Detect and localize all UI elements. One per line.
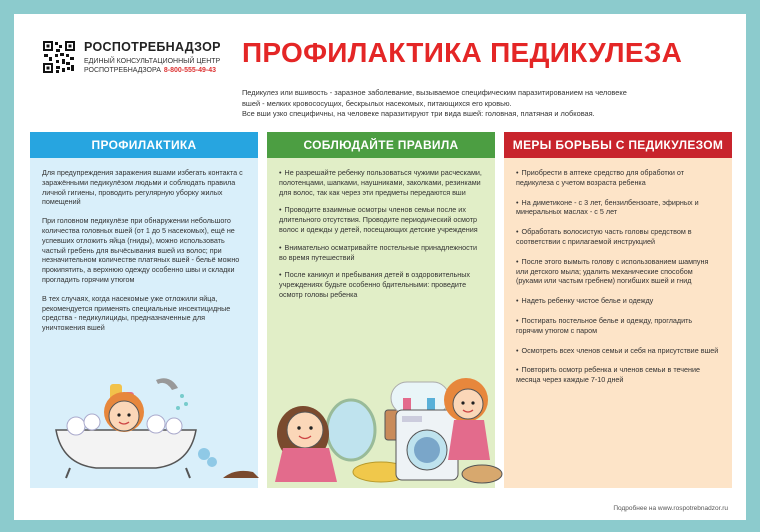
- bullet-icon: •: [279, 205, 282, 215]
- list-item-text: Повторить осмотр ребенка и членов семьи в течение месяца через каждые 7-10 дней: [516, 365, 701, 385]
- list-item-text: Обработать волосистую часть головы средством в соответствии с прилагаемой инструкцией: [516, 227, 692, 246]
- column-paragraph: При головном педикулёзе при обнаружении небольшого количества головных вшей (от 1 до 5 насекомых), ещё не успевших отложить яйца (гниды), можно использовать частый гребень для вычёсывания вшей из волос; при незначительном количестве платяных вшей - бельё можно прокипятить, а верхнюю одежду особенно швы и складки прогладить горячим утюгом: [42, 216, 240, 284]
- poster-sheet: [14, 14, 746, 520]
- list-item: [516, 168, 720, 188]
- bullet-icon: •: [516, 256, 519, 266]
- bullet-icon: •: [516, 296, 519, 306]
- list-item-text: Не разрешайте ребенку пользоваться чужими расческами, полотенцами, шапками, наушниками, заколками, резинками для волос, так как через эти предметы передаются вши: [279, 168, 482, 197]
- org-subtitle-2: [84, 67, 216, 74]
- bullet-icon: •: [279, 168, 282, 177]
- column-heading: СОБЛЮДАЙТЕ ПРАВИЛА: [267, 132, 495, 158]
- intro-paragraph: Педикулез или вшивость - заразное заболевание, вызываемое специфическим паразитированием на человеке вшей - мелких кровососущих, бескрылых насекомых, питающихся его кровью.: [242, 88, 627, 108]
- list-item: [516, 227, 720, 247]
- column-paragraph: Для предупреждения заражения вшами избегать контакта с заражёнными педикулёзом людьми и соблюдать правила личной гигиены, проводить регулярную уборку жилых помещений: [42, 168, 243, 207]
- list-item-text: На диметиконе - с 3 лет, бензилбензоате, эфирных и минеральных маслах - с 5 лет: [516, 197, 699, 217]
- bullet-icon: •: [516, 315, 519, 325]
- list-item-text: Постирать постельное белье и одежду, прогладить горячим утюгом с паром: [516, 315, 693, 335]
- list-item: [516, 257, 720, 286]
- intro-text: [242, 88, 642, 120]
- list-item-text: После этого вымыть голову с использованием шампуня или детского мыла; удалить механические способом (руками или частым гребнем) погибших вшей и гнид: [516, 256, 709, 286]
- bullet-icon: •: [279, 270, 282, 280]
- list-item-text: Осмотреть всех членов семьи и себя на присутствие вшей: [521, 345, 719, 355]
- list-item-text: Внимательно осматривайте постельные принадлежности во время путешествий: [279, 242, 477, 262]
- org-subtitle-agency: РОСПОТРЕБНАДЗОРА: [84, 67, 161, 74]
- column-treatment: [504, 132, 732, 488]
- list-item: [279, 243, 483, 263]
- list-item: [516, 296, 720, 306]
- bullet-icon: •: [516, 345, 519, 355]
- list-item: [516, 346, 720, 356]
- list-item: [279, 168, 483, 197]
- page-title: ПРОФИЛАКТИКА ПЕДИКУЛЕЗА: [242, 37, 683, 68]
- org-name: РОСПОТРЕБНАДЗОР: [84, 40, 221, 54]
- list-item-text: Приобрести в аптеке средство для обработки от педикулеза с учетом возраста ребенка: [516, 168, 685, 187]
- list-item-text: После каникул и пребывания детей в оздоровительных учреждениях будьте особенно бдительными: проведите осмотр головы ребенка: [279, 270, 471, 299]
- washing-machine-girl-illustration: [388, 370, 508, 488]
- list-item: [516, 365, 720, 385]
- bullet-icon: •: [516, 365, 519, 375]
- intro-paragraph: Все вши узко специфичны, на человеке паразитируют три вида вшей: головная, платяная и лобковая.: [242, 109, 595, 118]
- column-body: [504, 158, 732, 488]
- list-item: [279, 270, 483, 299]
- list-item: [279, 205, 483, 234]
- bullet-icon: •: [516, 168, 519, 177]
- bullet-icon: •: [279, 242, 282, 252]
- hotline-phone: 8-800-555-49-43: [163, 67, 217, 74]
- list-item-text: Надеть ребенку чистое белье и одежду: [521, 296, 654, 306]
- qr-code-icon: [42, 40, 76, 74]
- bullet-icon: •: [516, 197, 519, 207]
- list-item: [516, 198, 720, 218]
- footer-link-text: Подробнее на www.rospotrebnadzor.ru: [613, 505, 728, 512]
- rospotrebnadzor-logo: [42, 40, 232, 90]
- column-heading: МЕРЫ БОРЬБЫ С ПЕДИКУЛЕЗОМ: [504, 132, 732, 158]
- org-subtitle: ЕДИНЫЙ КОНСУЛЬТАЦИОННЫЙ ЦЕНТР: [84, 58, 221, 65]
- column-heading: ПРОФИЛАКТИКА: [30, 132, 258, 158]
- column-paragraph: В тех случаях, когда насекомые уже отложили яйца, рекомендуется применять специальные инсектицидные средства - педикулициды, предназначенные для уничтожения вшей: [42, 293, 231, 333]
- list-item-text: Проводите взаимные осмотры членов семьи после их длительного отсутствия. Проводите периодический осмотр волос и одежды у детей, посещающих детские учреждения: [279, 205, 478, 234]
- list-item: [516, 316, 720, 336]
- bullet-icon: •: [516, 227, 519, 237]
